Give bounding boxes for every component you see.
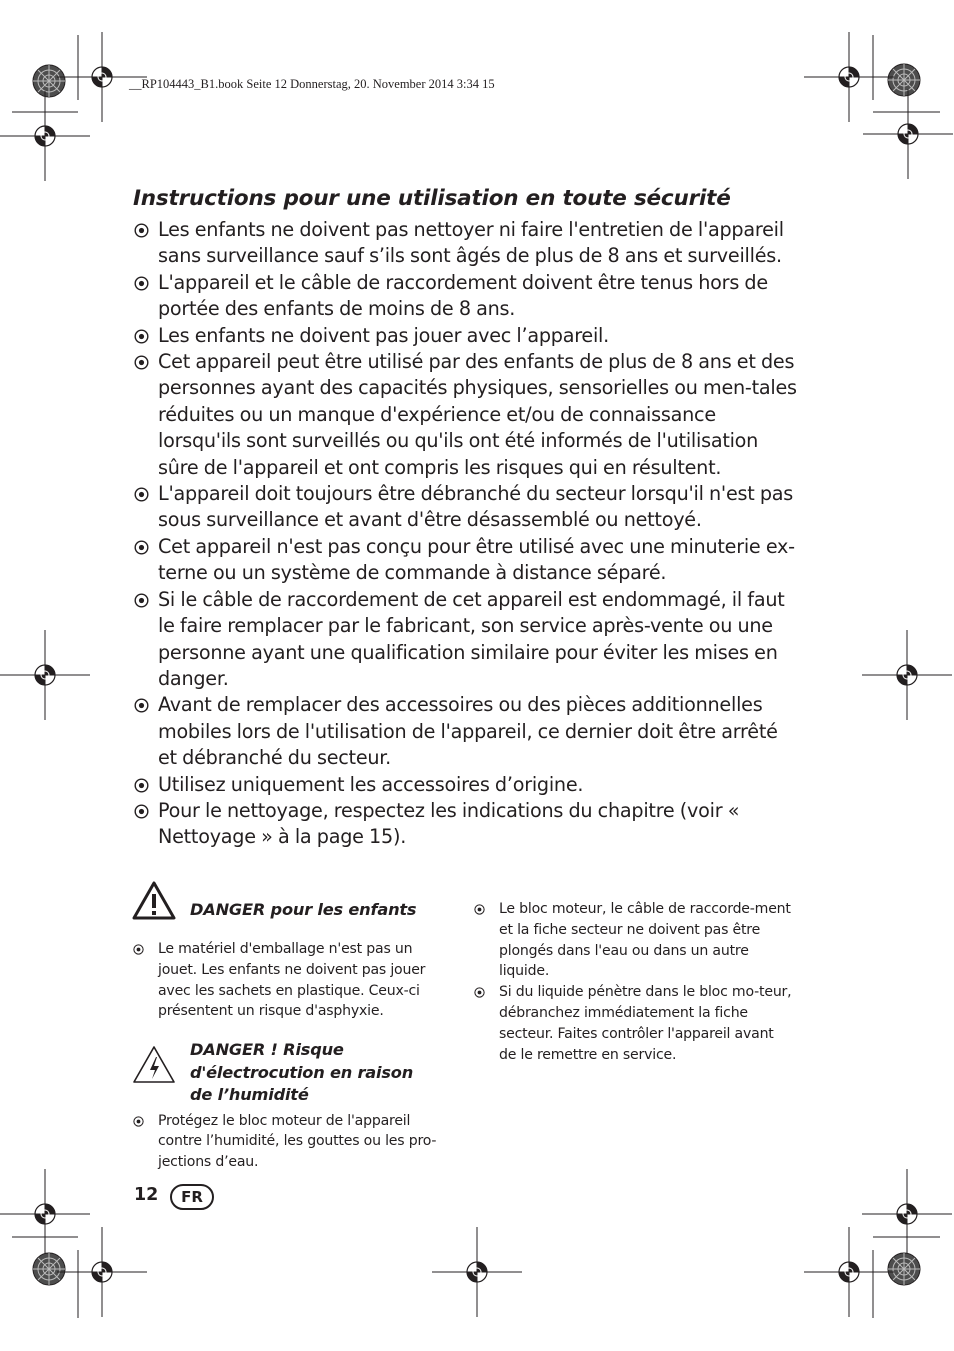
target-bullet-icon — [134, 778, 149, 793]
list-item — [133, 323, 798, 349]
list-item-text: Le bloc moteur, le câble de raccorde-ment et la fiche secteur ne doivent pas être plongés dans l'eau ou dans un autre liquide. — [499, 901, 791, 980]
list-item — [133, 349, 798, 481]
print-slug: __RP104443_B1.book Seite 12 Donnerstag, 20. November 2014 3:34 15 — [129, 77, 495, 91]
list-item — [472, 982, 792, 1065]
target-bullet-icon — [134, 804, 149, 819]
warning-children-title: DANGER pour les enfants — [190, 900, 417, 919]
list-item — [133, 798, 798, 851]
list-item-text: L'appareil doit toujours être débranché du secteur lorsqu'il n'est pas sous surveillance et avant d'être désassemblé ou nettoyé. — [158, 482, 794, 532]
target-bullet-icon — [134, 355, 149, 370]
warning-triangle-icon — [131, 880, 177, 922]
target-bullet-icon — [134, 540, 149, 555]
warning-electric-title — [190, 1039, 451, 1107]
safety-instructions-list — [133, 217, 798, 851]
target-bullet-icon — [134, 593, 149, 608]
list-item — [131, 939, 451, 1022]
target-bullet-icon — [134, 698, 149, 713]
target-bullet-icon — [133, 944, 144, 955]
list-item-text: Le matériel d'emballage n'est pas un jouet. Les enfants ne doivent pas jouer avec les sachets en plastique. Ceux-ci présentent un risque d'asphyxie. — [158, 941, 426, 1020]
title-line: de l’humidité — [190, 1085, 309, 1105]
target-bullet-icon — [474, 904, 485, 915]
list-item-text: Avant de remplacer des accessoires ou des pièces additionnelles mobiles lors de l'utilisation de l'appareil, ce dernier doit être arrêté et débranché du secteur. — [158, 693, 778, 770]
list-item — [133, 270, 798, 323]
list-item-text: Les enfants ne doivent pas nettoyer ni faire l'entretien de l'appareil sans surveillance sauf s’ils sont âgés de plus de 8 ans et surveillés. — [158, 218, 784, 268]
list-item-text: Si le câble de raccordement de cet appareil est endommagé, il faut le faire remplacer par le fabricant, son service après-vente ou une personne ayant une qualification similaire pour éviter les mises en danger. — [158, 587, 785, 690]
list-item-text: Cet appareil n'est pas conçu pour être utilisé avec une minuterie ex-terne ou un système de commande à distance séparé. — [158, 534, 795, 585]
list-item-text: Si du liquide pénètre dans le bloc mo-teur, débranchez immédiatement la fiche secteur. Faites contrôler l'appareil avant de le remettre en service. — [499, 984, 792, 1063]
target-bullet-icon — [134, 487, 149, 502]
list-item — [472, 899, 792, 982]
language-badge: FR — [170, 1184, 214, 1210]
list-item — [133, 772, 798, 798]
list-item — [133, 587, 798, 693]
list-item-text: L'appareil et le câble de raccordement doivent être tenus hors de portée des enfants de moins de 8 ans. — [158, 270, 768, 321]
list-item-text: Les enfants ne doivent pas jouer avec l’appareil. — [158, 323, 609, 347]
warning-children — [131, 880, 451, 939]
target-bullet-icon — [134, 276, 149, 291]
list-item — [133, 481, 798, 534]
list-item — [133, 534, 798, 587]
list-item-text: Cet appareil peut être utilisé par des enfants de plus de 8 ans et des personnes ayant des capacités physiques, sensorielles ou men-tales réduites ou un manque d'expérience et/ou de connaissance lorsqu'ils sont surveillés ou qu'ils ont été informés de l'utilisation sûre de l'appareil et ont compris les risques qui en résultent. — [158, 350, 797, 479]
list-item — [133, 692, 798, 771]
list-item-text: Utilisez uniquement les accessoires d’origine. — [158, 772, 584, 796]
warning-electric-list-continued — [472, 899, 792, 1065]
warning-electric — [131, 1039, 451, 1107]
title-line: DANGER ! Risque — [190, 1040, 344, 1060]
list-item — [133, 217, 798, 270]
target-bullet-icon — [474, 987, 485, 998]
list-item — [131, 1111, 451, 1173]
warnings-left-column — [131, 880, 451, 1173]
list-item-text: Protégez le bloc moteur de l'appareil contre l’humidité, les gouttes ou les pro-jections d’eau. — [158, 1112, 437, 1171]
target-bullet-icon — [134, 329, 149, 344]
warning-children-list — [131, 939, 451, 1022]
title-line: d'électrocution en raison — [190, 1062, 414, 1082]
electric-shock-triangle-icon — [131, 1044, 177, 1086]
target-bullet-icon — [134, 223, 149, 238]
section-title: Instructions pour une utilisation en toute sécurité — [133, 186, 731, 211]
list-item-text: Pour le nettoyage, respectez les indications du chapitre (voir « Nettoyage » à la page 15). — [158, 798, 740, 849]
warnings-right-column — [472, 899, 792, 1065]
warning-electric-list — [131, 1111, 451, 1173]
target-bullet-icon — [133, 1116, 144, 1127]
page-number: 12 — [134, 1185, 159, 1205]
